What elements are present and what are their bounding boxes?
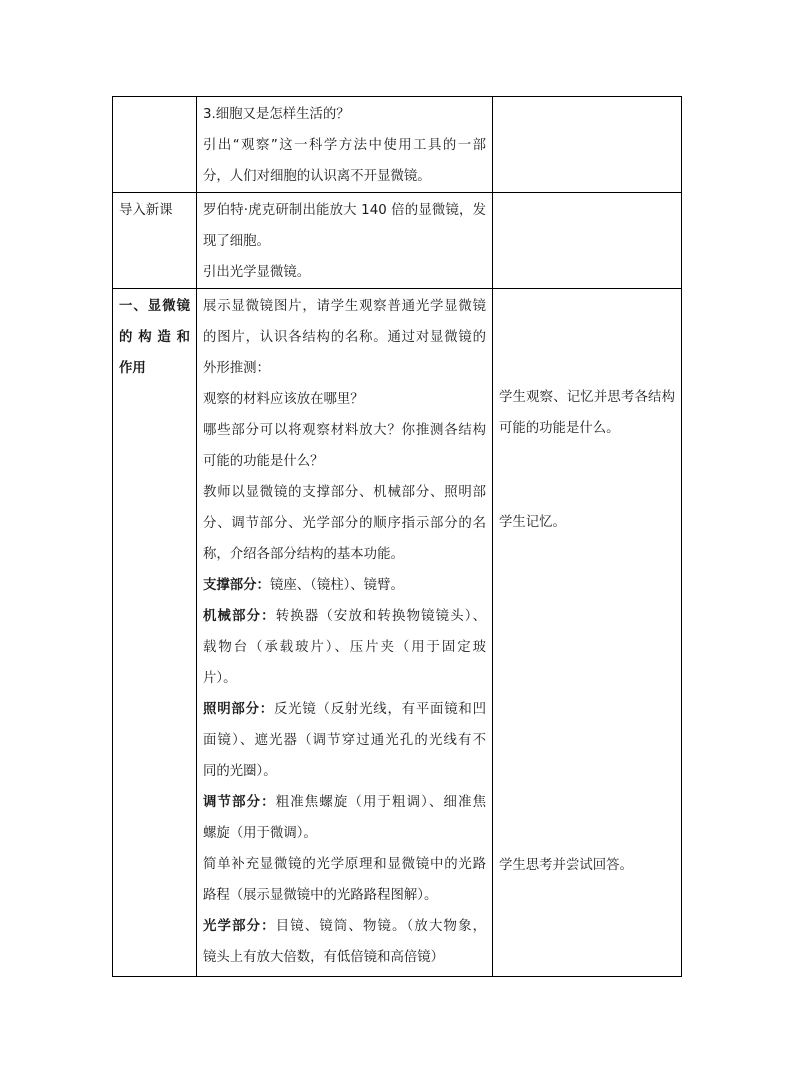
- part-title: 光学部分：: [203, 919, 276, 934]
- content-line: 分、调节部分、光学部分的顺序指示部分的名: [203, 516, 486, 531]
- content-line: 现了细胞。: [203, 234, 270, 249]
- content-line: 3.细胞又是怎样生活的？: [203, 107, 350, 122]
- part-title: 机械部分：: [203, 609, 276, 624]
- student-line: 学生思考并尝试回答。: [499, 858, 633, 873]
- content-line: 路程（展示显微镜中的光路路程图解）。: [203, 888, 438, 903]
- part-text: 转换器（安放和转换物镜镜头）、: [275, 609, 486, 624]
- section-label: 的构造和: [119, 330, 190, 345]
- content-line: 同的光圈）。: [203, 764, 277, 779]
- part-mechanical: [203, 601, 486, 632]
- part-title: 支撑部分：: [203, 578, 270, 593]
- content-line: 载物台（承载玻片）、压片夹（用于固定玻: [203, 640, 486, 655]
- student-line: 可能的功能是什么。: [499, 421, 620, 436]
- table-row: [113, 97, 682, 193]
- table-row: [113, 193, 682, 289]
- content-line: 可能的功能是什么？: [203, 454, 324, 469]
- content-line: 罗伯特·虎克研制出能放大 140 倍的显微镜，发: [203, 203, 486, 218]
- part-text: 镜座、（镜柱）、镜臂。: [269, 578, 404, 593]
- student-line: 学生记忆。: [499, 515, 566, 530]
- part-optical: [203, 911, 486, 942]
- content-line: 分，人们对细胞的认识离不开显微镜。: [203, 169, 431, 184]
- part-text: 粗准焦螺旋（用于粗调）、细准焦: [275, 795, 486, 810]
- part-text: 目镜、镜筒、物镜。（放大物象，: [275, 919, 486, 934]
- teacher-activity-cell: [197, 289, 493, 977]
- student-activity-cell: [493, 193, 682, 289]
- section-label-cell: [113, 289, 197, 977]
- content-line: 的图片，认识各结构的名称。通过对显微镜的: [203, 330, 486, 345]
- content-line: 哪些部分可以将观察材料放大？你推测各结构: [203, 423, 486, 438]
- student-line: 学生观察、记忆并思考各结构: [499, 390, 675, 405]
- part-lighting: [203, 694, 486, 725]
- part-title: 照明部分：: [203, 702, 274, 717]
- content-line: 面镜）、遮光器（调节穿过通光孔的光线有不: [203, 733, 486, 748]
- content-line: 称，介绍各部分结构的基本功能。: [203, 547, 404, 562]
- student-activity-cell: [493, 97, 682, 193]
- content-line: 观察的材料应该放在哪里？: [203, 392, 364, 407]
- lesson-plan-table: [112, 96, 682, 977]
- part-adjustment: [203, 787, 486, 818]
- part-support: [203, 570, 486, 601]
- teacher-activity-cell: [197, 97, 493, 193]
- student-activity-cell: [493, 289, 682, 977]
- section-label: 作用: [119, 361, 146, 376]
- content-line: 片）。: [203, 671, 237, 686]
- content-line: 引出“观察”这一科学方法中使用工具的一部: [203, 138, 486, 153]
- content-line: 展示显微镜图片，请学生观察普通光学显微镜: [203, 299, 486, 314]
- content-line: 教师以显微镜的支撑部分、机械部分、照明部: [203, 485, 486, 500]
- part-title: 调节部分：: [203, 795, 276, 810]
- content-line: 简单补充显微镜的光学原理和显微镜中的光路: [203, 857, 486, 872]
- content-line: 外形推测：: [203, 361, 270, 376]
- content-line: 螺旋（用于微调）。: [203, 826, 317, 841]
- section-label: 一、显微镜: [119, 299, 190, 314]
- table-row: [113, 289, 682, 977]
- section-label-cell: [113, 97, 197, 193]
- section-label: 导入新课: [119, 203, 173, 218]
- part-text: 反光镜（反射光线，有平面镜和凹: [273, 702, 487, 717]
- teacher-activity-cell: [197, 193, 493, 289]
- section-label-cell: [113, 193, 197, 289]
- content-line: 镜头上有放大倍数，有低倍镜和高倍镜）: [203, 950, 445, 965]
- content-line: 引出光学显微镜。: [203, 265, 311, 280]
